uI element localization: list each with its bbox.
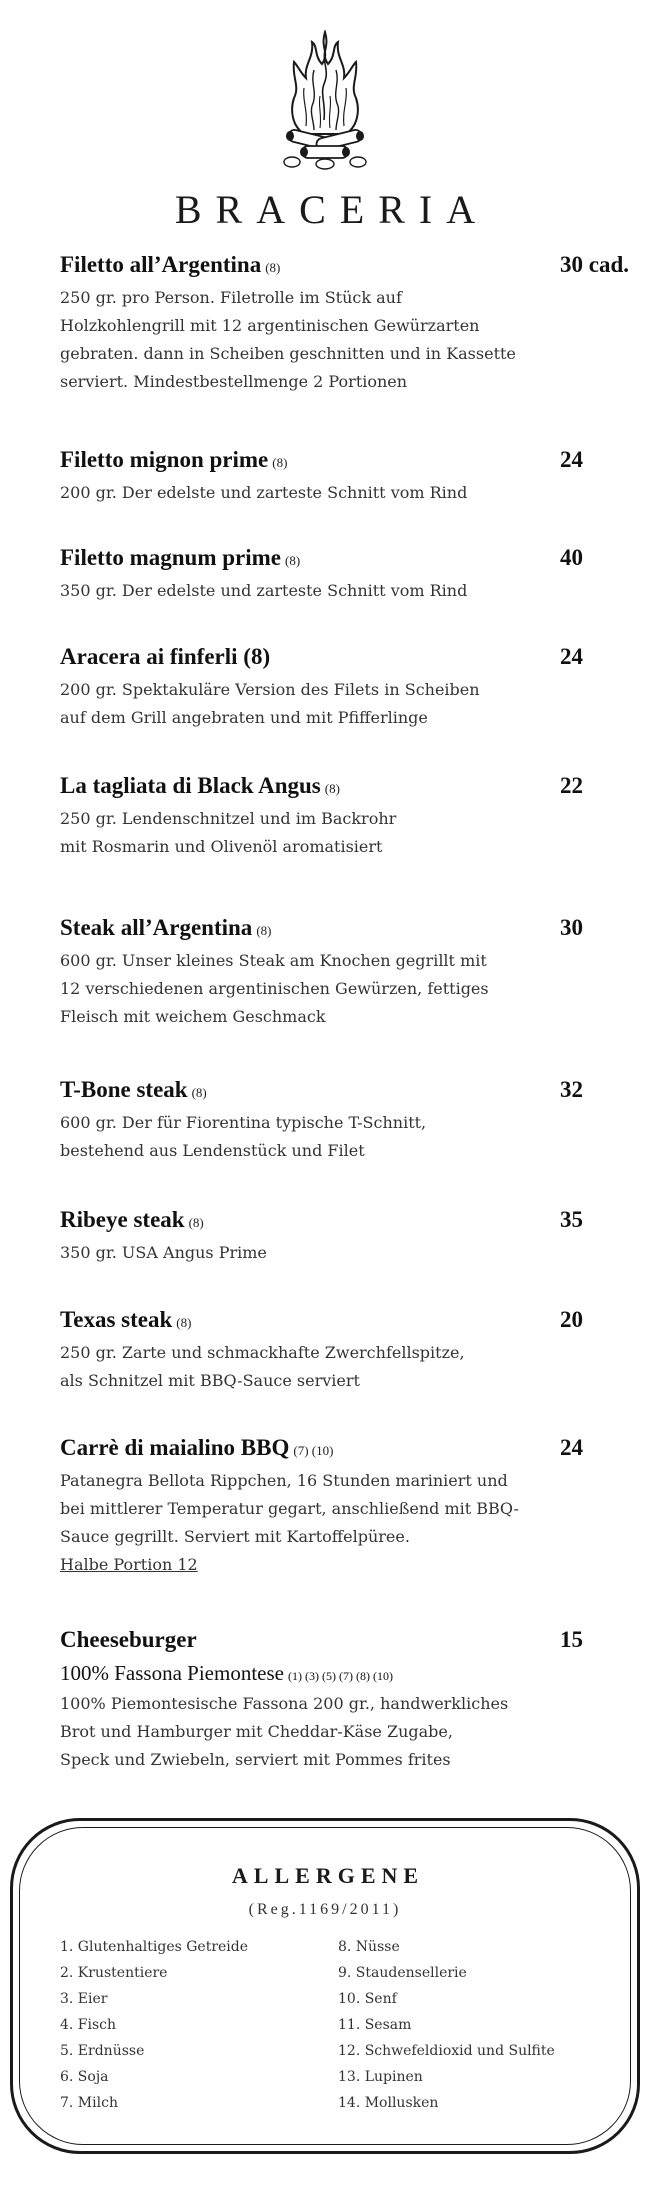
- item-name: Texas steak (8): [60, 1307, 192, 1332]
- item-description: 200 gr. Der edelste und zarteste Schnitt vom Rind: [60, 483, 468, 502]
- allergen-item: 5. Erdnüsse: [60, 2043, 145, 2059]
- menu-item: [60, 543, 620, 605]
- menu-item: [60, 1433, 620, 1579]
- item-price: 32: [560, 1077, 583, 1102]
- item-description: 600 gr. Der für Fiorentina typische T-Schnitt, bestehend aus Lendenstück und Filet: [60, 1113, 427, 1160]
- allergen-item: 14. Mollusken: [338, 2095, 439, 2111]
- item-allergens: (8): [256, 923, 272, 938]
- item-description: Patanegra Bellota Rippchen, 16 Stunden mariniert und bei mittlerer Temperatur gegart, anschließend mit BBQ- Sauce gegrillt. Serviert mit Kartoffelpüree.: [60, 1471, 519, 1546]
- item-name: La tagliata di Black Angus (8): [60, 773, 340, 798]
- item-allergens: (8): [272, 455, 288, 470]
- item-allergens: (8): [265, 260, 281, 275]
- allergen-item: 9. Staudensellerie: [338, 1965, 467, 1981]
- allergen-item: 6. Soja: [60, 2069, 109, 2085]
- item-description: 100% Piemontesische Fassona 200 gr., handwerkliches Brot und Hamburger mit Cheddar-Käse Zugabe, Speck und Zwiebeln, serviert mit Pommes frites: [60, 1694, 509, 1769]
- campfire-icon: [280, 30, 370, 170]
- allergen-title: ALLERGENE: [231, 1863, 425, 1888]
- item-price: 22: [560, 773, 583, 798]
- item-price: 40: [560, 545, 583, 570]
- allergen-item: 2. Krustentiere: [60, 1965, 168, 1981]
- item-price: 35: [560, 1207, 583, 1232]
- item-name: Steak all’Argentina (8): [60, 915, 272, 940]
- item-allergens: (8): [176, 1315, 192, 1330]
- allergen-regulation: (Reg.1169/2011): [248, 1901, 402, 1918]
- menu-item: [60, 642, 620, 732]
- item-description: 250 gr. Lendenschnitzel und im Backrohr mit Rosmarin und Olivenöl aromatisiert: [60, 809, 397, 856]
- allergen-item: 7. Milch: [60, 2095, 118, 2111]
- item-subtitle: 100% Fassona Piemontese (1) (3) (5) (7) (8) (10): [60, 1661, 393, 1685]
- item-price: 15: [560, 1627, 583, 1652]
- item-name: Cheeseburger: [60, 1627, 197, 1652]
- item-description: 600 gr. Unser kleines Steak am Knochen gegrillt mit 12 verschiedenen argentinischen Gewürzen, fettiges Fleisch mit weichem Geschmack: [60, 951, 489, 1026]
- item-description: 200 gr. Spektakuläre Version des Filets in Scheiben auf dem Grill angebraten und mit Pfifferlinge: [60, 680, 480, 727]
- item-allergens: (7) (10): [293, 1443, 334, 1458]
- item-price: 30: [560, 915, 583, 940]
- allergen-item: 8. Nüsse: [338, 1939, 400, 1955]
- item-price: 24: [560, 1435, 583, 1460]
- item-name: Filetto all’Argentina (8): [60, 252, 281, 277]
- allergen-item: 4. Fisch: [60, 2017, 117, 2033]
- page-title: BRACERIA: [174, 187, 490, 232]
- allergen-box: [10, 1818, 640, 2154]
- menu-item: [60, 1305, 620, 1395]
- item-name: Filetto mignon prime (8): [60, 447, 288, 472]
- item-price: 24: [560, 447, 583, 472]
- allergen-item: 3. Eier: [60, 1991, 108, 2007]
- item-allergens: (8): [285, 553, 301, 568]
- allergen-list-right: [338, 1934, 555, 2116]
- allergen-item: 12. Schwefeldioxid und Sulfite: [338, 2043, 555, 2059]
- item-allergens: (8): [188, 1215, 204, 1230]
- menu-item: [60, 1075, 620, 1165]
- item-price: 24: [560, 644, 583, 669]
- half-portion-note: Halbe Portion 12: [60, 1555, 198, 1574]
- allergen-list-left: [60, 1934, 248, 2116]
- item-name: Filetto magnum prime (8): [60, 545, 301, 570]
- item-allergens: (8): [191, 1085, 207, 1100]
- menu-item: [60, 1205, 620, 1267]
- item-allergens: (8): [324, 781, 340, 796]
- item-description: 350 gr. Der edelste und zarteste Schnitt vom Rind: [60, 581, 468, 600]
- item-description: 250 gr. pro Person. Filetrolle im Stück auf Holzkohlengrill mit 12 argentinischen Gewürzarten gebraten. dann in Scheiben geschnitten und in Kassette serviert. Mindestbestellmenge 2 Portionen: [60, 288, 516, 391]
- item-allergens: (1) (3) (5) (7) (8) (10): [287, 1669, 393, 1683]
- item-name: Aracera ai finferli (8): [60, 644, 271, 669]
- menu-item: [60, 1625, 620, 1774]
- menu-item: [60, 250, 629, 396]
- item-price: 30 cad.: [560, 252, 629, 277]
- allergen-item: 13. Lupinen: [338, 2069, 423, 2085]
- menu-item: [60, 771, 620, 861]
- menu-item: [60, 445, 620, 507]
- item-name: T-Bone steak (8): [60, 1077, 207, 1102]
- item-name: Ribeye steak (8): [60, 1207, 204, 1232]
- allergen-item: 11. Sesam: [338, 2017, 412, 2033]
- allergen-item: 10. Senf: [338, 1991, 397, 2007]
- item-description: 350 gr. USA Angus Prime: [60, 1243, 267, 1262]
- item-name: Carrè di maialino BBQ (7) (10): [60, 1435, 334, 1460]
- allergen-item: 1. Glutenhaltiges Getreide: [60, 1939, 249, 1955]
- item-description: 250 gr. Zarte und schmackhafte Zwerchfellspitze, als Schnitzel mit BBQ-Sauce serviert: [60, 1343, 465, 1390]
- menu-item: [60, 913, 620, 1031]
- item-price: 20: [560, 1307, 583, 1332]
